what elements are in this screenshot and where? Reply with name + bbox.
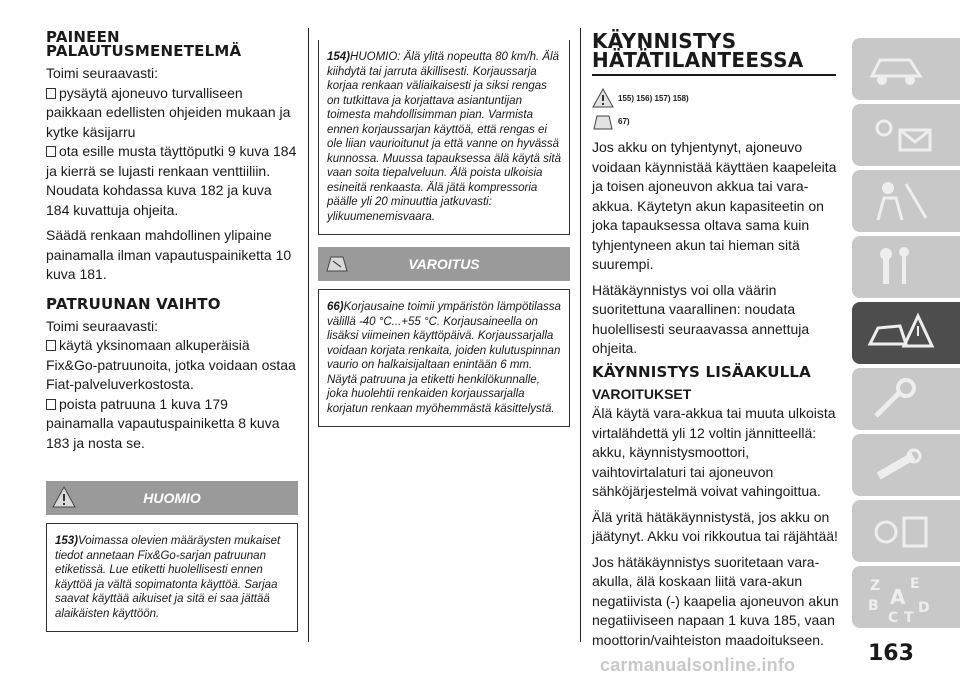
seatbelt-icon: [866, 178, 936, 224]
tab-safety[interactable]: [852, 170, 960, 232]
note-box-66: [318, 289, 570, 427]
checkbox-icon: [46, 399, 56, 410]
svg-text:D: D: [918, 600, 930, 616]
media-icon: [866, 508, 936, 554]
column-2: [318, 40, 570, 427]
column-3: [592, 29, 840, 656]
caution-banner: [46, 481, 298, 515]
footer-watermark: carmanualsonline.info: [600, 655, 796, 675]
column-1: [46, 30, 298, 632]
svg-text:T: T: [904, 610, 914, 624]
section-heading-booster: KÄYNNISTYS LISÄAKULLA: [592, 362, 811, 381]
warning-references: 155) 156) 157) 158): [618, 93, 689, 103]
body-paragraph: Jos akku on tyhjentynyt, ajoneuvo voidaan käynnistää käyttäen kaapeleita ja toisen ajoneuvon akkua tai vara-akkua. Käytetyn akun kapasiteetin on joka tapauksessa oltava sama kuin tyhjentyneen akun tai hieman sitä suurempi.: [592, 139, 837, 272]
page-number: 163: [868, 641, 914, 666]
note-text: HUOMIO: Älä ylitä nopeutta 80 km/h. Älä kiihdytä tai jarruta äkillisesti. Korjaussarja korjaa renkaan väliaikaisesti ja siksi rengas on tutkittava ja korjattava asiantuntijan toimesta mahdollisimman pian. Varmista ennen korjaussarjan käyttöä, että rengas ei ole liian vaurioitunut ja että vanne on hyvässä kunnossa. Muussa tapauksessa älä käytä sitä vaan soita tiepalveluun. Älä poista ulkoisia esineitä renkaasta. Älä jätä kompressoria päälle yli 20 minuuttia jatkuvasti: ylikuumenemisvaara.: [327, 51, 561, 223]
bullet-item: ota esille musta täyttöputki 9 kuva 184 ja kierrä se lujasti renkaan venttiiliin. Noudata kohdassa kuva 182 ja kuva 184 kuvattuja ohjeita.: [46, 143, 297, 218]
note-number: 153): [55, 535, 79, 547]
svg-text:A: A: [890, 585, 906, 609]
checkbox-icon: [46, 88, 56, 99]
column-divider-1: [308, 28, 309, 642]
wrench-icon: [866, 376, 936, 422]
section-heading-emergency-start: KÄYNNISTYS HÄTÄTILANTEESSA: [592, 29, 804, 72]
warning-refs-row: [592, 88, 840, 108]
tire-warning-icon: [592, 111, 614, 131]
tab-servicing[interactable]: [852, 368, 960, 430]
note-text: Voimassa olevien määräysten mukaiset tiedot annetaan Fix&Go-sarjan patruunan etiketissä. Lue etiketti huolellisesti ennen käyttöä ja vältä sopimatonta käyttöä. Sarjaa saavat käyttää aikuiset ja sitä ei saa jättää alaikäisten käyttöön.: [55, 535, 281, 620]
tab-starting-driving[interactable]: [852, 236, 960, 298]
index-letters-icon: [866, 574, 936, 624]
tools-icon: [866, 442, 936, 488]
note-number: 66): [327, 301, 344, 313]
bullet-item: pysäytä ajoneuvo turvalliseen paikkaan edellisten ohjeiden mukaan ja kytke käsijarru: [46, 84, 291, 140]
banner-label: HUOMIO: [143, 490, 201, 506]
emergency-car-icon: [866, 310, 936, 356]
bullet-item: poista patruuna 1 kuva 179 painamalla vapautuspainiketta 8 kuva 183 ja nosta se.: [46, 395, 280, 451]
caution-references: 67): [618, 116, 630, 126]
tab-multimedia[interactable]: [852, 500, 960, 562]
gear-lever-icon: [866, 244, 936, 290]
section-heading-pressure: PAINEEN PALAUTUSMENETELMÄ: [46, 28, 242, 60]
intro-text: Toimi seuraavasti:: [46, 317, 159, 334]
warning-icon: [592, 88, 614, 108]
warning-lights-icon: [866, 112, 936, 158]
column-divider-2: [580, 28, 581, 642]
warning-banner: [318, 247, 570, 281]
body-paragraph: Jos hätäkäynnistys suoritetaan vara-akulla, älä koskaan liitä vara-akun negatiivista (-) kaapelia ajoneuvon akun negatiiviseen napaan 1 kuva 185, vaan moottorin/vaihteiston maadoitukseen.: [592, 553, 839, 648]
tab-technical-data[interactable]: [852, 434, 960, 496]
svg-text:Z: Z: [870, 578, 881, 594]
checkbox-icon: [46, 340, 56, 351]
note-box-153: [46, 523, 298, 632]
banner-label: VAROITUS: [408, 256, 480, 272]
heading-rule: [592, 74, 836, 76]
tire-warning-icon: [324, 251, 350, 275]
body-paragraph: Hätäkäynnistys voi olla väärin suoritettuna vaarallinen: noudata huolellisesti seuraavassa annettuja ohjeita.: [592, 281, 810, 356]
bullet-item: käytä yksinomaan alkuperäisiä Fix&Go-patruunoita, jotka voidaan ostaa Fiat-palveluverkostosta.: [46, 337, 296, 392]
tab-dashboard-warnings[interactable]: [852, 104, 960, 166]
tab-index[interactable]: [852, 566, 960, 628]
body-paragraph: Älä yritä hätäkäynnistystä, jos akku on jäätynyt. Akku voi rikkoutua tai räjähtää!: [592, 508, 838, 544]
note-box-154: [318, 40, 570, 235]
note-text: Korjausaine toimii ympäristön lämpötilassa välillä -40 °C...+55 °C. Korjausaineella on lisäksi viimeinen käyttöpäivä. Korjaussarjalla voidaan korjata renkaita, joiden kulutuspinnan vaurio on halkaisijaltaan enintään 6 mm. Näytä patruuna ja etiketti henkilökunnalle, joka huolehtii renkaiden korjaussarjalla korjatun renkaan myöhemmästä käsittelystä.: [327, 301, 561, 415]
section-heading-cartridge: PATRUUNAN VAIHTO: [46, 294, 221, 313]
subheading-warnings: VAROITUKSET: [592, 385, 692, 402]
body-paragraph: Säädä renkaan mahdollinen ylipaine painamalla ilman vapautuspainiketta 10 kuva 181.: [46, 227, 292, 282]
tab-vehicle-overview[interactable]: [852, 38, 960, 100]
checkbox-icon: [46, 146, 56, 157]
tab-emergency[interactable]: [852, 302, 960, 364]
svg-text:B: B: [868, 598, 879, 614]
caution-refs-row: [592, 111, 840, 131]
body-paragraph: Älä käytä vara-akkua tai muuta ulkoista virtalähdettä yli 12 voltin jännitteellä: akku, käynnistysmoottori, vaihtovirtalaturi tai ajoneuvon sähköjärjestelmä voivat vahingoittua.: [592, 405, 836, 499]
intro-text: Toimi seuraavasti:: [46, 65, 159, 81]
svg-text:C: C: [888, 610, 899, 624]
car-icon: [866, 46, 926, 92]
svg-text:E: E: [910, 576, 920, 592]
note-number: 154): [327, 51, 351, 63]
warning-icon: [52, 485, 76, 509]
